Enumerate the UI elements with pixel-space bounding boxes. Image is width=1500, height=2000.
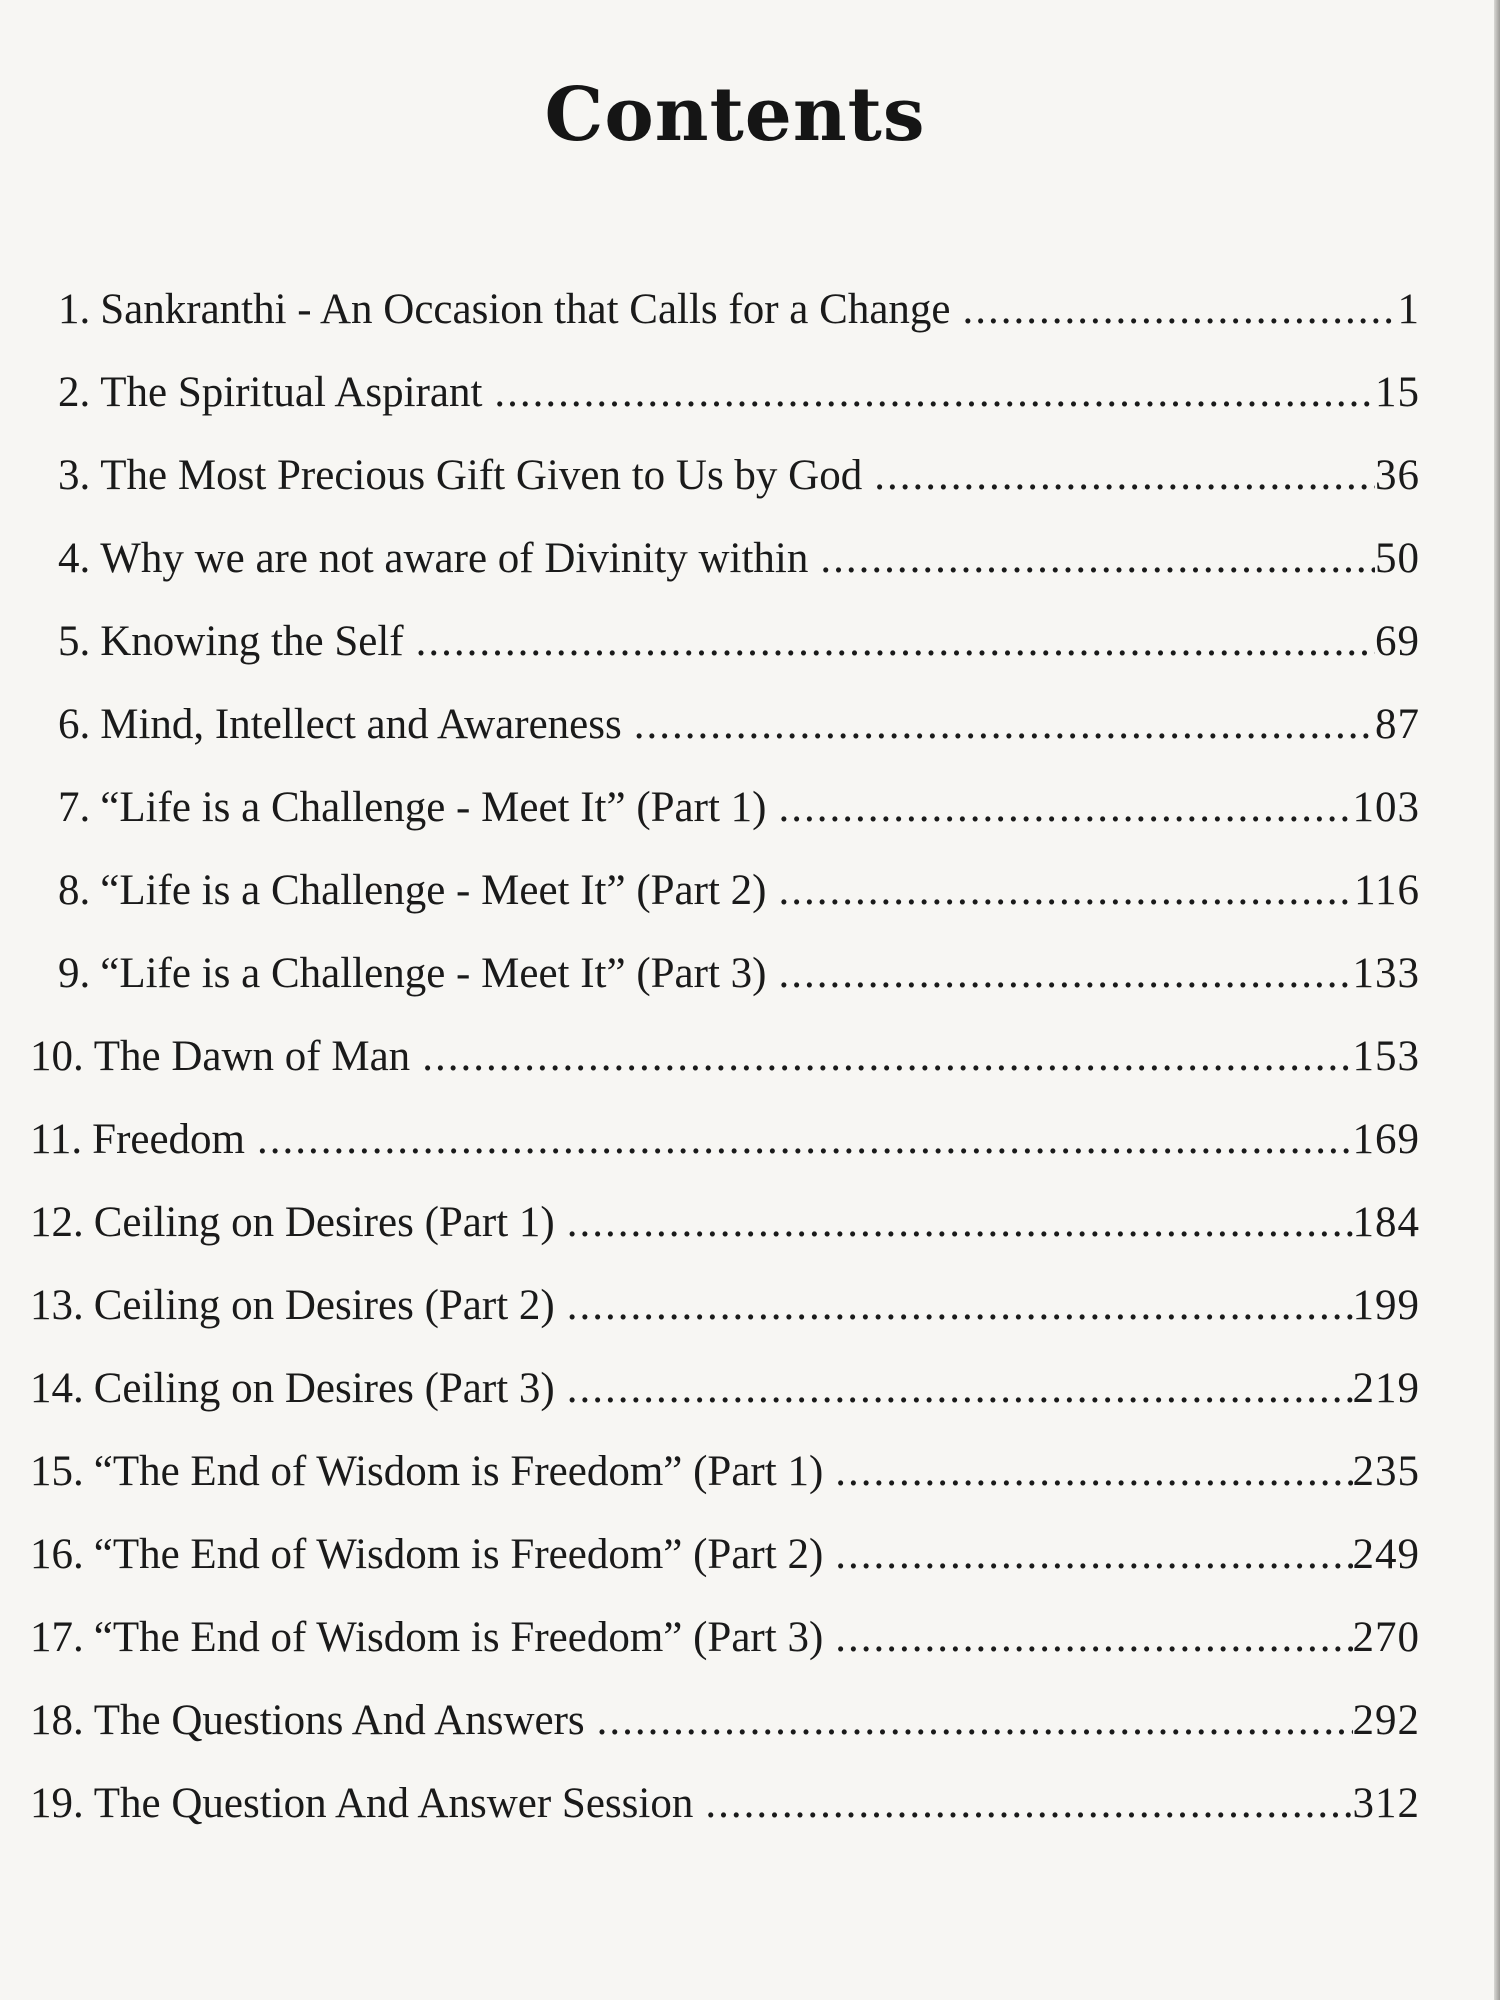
toc-entry-page-number: 103 <box>1352 784 1420 831</box>
toc-entry-title: Sankranthi - An Occasion that Calls for a Change <box>100 286 951 333</box>
toc-dot-leader <box>555 1193 1353 1253</box>
toc-dot-leader <box>823 1442 1352 1502</box>
toc-entry-title: The Spiritual Aspirant <box>100 369 483 416</box>
toc-entry <box>58 446 1420 506</box>
toc-entry-title: Ceiling on Desires (Part 3) <box>93 1365 555 1412</box>
toc-entry <box>30 1359 1420 1419</box>
toc-entry-number: 5. <box>58 618 91 665</box>
toc-entry <box>58 280 1420 340</box>
toc-entry-title: Ceiling on Desires (Part 2) <box>93 1282 555 1329</box>
toc-entry-page-number: 69 <box>1375 618 1420 665</box>
toc-entry-page-number: 87 <box>1375 701 1420 748</box>
toc-dot-leader <box>482 363 1375 423</box>
toc-entry <box>58 612 1420 672</box>
toc-dot-leader <box>245 1110 1352 1170</box>
toc-entry-title: “Life is a Challenge - Meet It” (Part 3) <box>100 950 767 997</box>
toc-dot-leader <box>951 280 1398 340</box>
toc-entry <box>30 1774 1420 1834</box>
toc-dot-leader <box>622 695 1375 755</box>
toc-entry <box>30 1110 1420 1170</box>
toc-entry-title: Mind, Intellect and Awareness <box>100 701 622 748</box>
toc-entry-number: 8. <box>58 867 91 914</box>
toc-dot-leader <box>410 1027 1352 1087</box>
toc-entry-page-number: 219 <box>1352 1365 1420 1412</box>
toc-entry-title: “The End of Wisdom is Freedom” (Part 2) <box>93 1531 824 1578</box>
toc-entry-page-number: 1 <box>1397 286 1420 333</box>
toc-entry-number: 7. <box>58 784 91 831</box>
toc-dot-leader <box>766 944 1352 1004</box>
toc-entry <box>58 695 1420 755</box>
toc-entry-number: 9. <box>58 950 91 997</box>
toc-entry <box>30 1442 1420 1502</box>
toc-dot-leader <box>766 861 1354 921</box>
toc-dot-leader <box>808 529 1375 589</box>
toc-entry-page-number: 133 <box>1352 950 1420 997</box>
toc-entry <box>58 861 1420 921</box>
toc-entry-title: “The End of Wisdom is Freedom” (Part 1) <box>93 1448 824 1495</box>
toc-entry-title: The Most Precious Gift Given to Us by God <box>100 452 863 499</box>
toc-entry-number: 18. <box>30 1697 84 1744</box>
toc-entry-title: The Questions And Answers <box>93 1697 585 1744</box>
toc-dot-leader <box>555 1276 1353 1336</box>
toc-entry-title: Freedom <box>92 1116 246 1163</box>
toc-entry-title: “Life is a Challenge - Meet It” (Part 1) <box>100 784 767 831</box>
toc-entry <box>30 1193 1420 1253</box>
toc-dot-leader <box>862 446 1375 506</box>
toc-entry-page-number: 169 <box>1352 1116 1420 1163</box>
toc-dot-leader <box>766 778 1352 838</box>
toc-entry-page-number: 36 <box>1375 452 1420 499</box>
toc-entry-number: 3. <box>58 452 91 499</box>
toc-entry-number: 12. <box>30 1199 84 1246</box>
toc-entry-number: 19. <box>30 1780 84 1827</box>
toc-entry <box>58 529 1420 589</box>
toc-entry-number: 2. <box>58 369 91 416</box>
toc-entry-number: 4. <box>58 535 91 582</box>
toc-entry <box>30 1027 1420 1087</box>
toc-dot-leader <box>823 1525 1352 1585</box>
toc-entry <box>30 1608 1420 1668</box>
toc-dot-leader <box>693 1774 1352 1834</box>
toc-dot-leader <box>555 1359 1353 1419</box>
toc-dot-leader <box>823 1608 1352 1668</box>
toc-entry-title: The Dawn of Man <box>93 1033 411 1080</box>
toc-entry <box>30 1276 1420 1336</box>
toc-entry-number: 10. <box>30 1033 84 1080</box>
toc-entry-number: 6. <box>58 701 91 748</box>
toc-entry-page-number: 235 <box>1352 1448 1420 1495</box>
toc-entry <box>30 1691 1420 1751</box>
toc-entry-title: The Question And Answer Session <box>93 1780 694 1827</box>
toc-entry-number: 14. <box>30 1365 84 1412</box>
toc-dot-leader <box>585 1691 1353 1751</box>
toc-entry-number: 15. <box>30 1448 84 1495</box>
toc-entry-page-number: 15 <box>1375 369 1420 416</box>
toc-entry-page-number: 50 <box>1375 535 1420 582</box>
toc-entry-title: “Life is a Challenge - Meet It” (Part 2) <box>100 867 767 914</box>
toc-dot-leader <box>404 612 1375 672</box>
toc-entry-number: 11. <box>30 1116 83 1163</box>
toc-entry <box>58 944 1420 1004</box>
toc-entry-number: 16. <box>30 1531 84 1578</box>
contents-heading: Contents <box>544 72 926 158</box>
toc-entry-number: 17. <box>30 1614 84 1661</box>
toc-entry <box>58 778 1420 838</box>
toc-entry-number: 13. <box>30 1282 84 1329</box>
toc-entry <box>30 1525 1420 1585</box>
toc-entry-title: “The End of Wisdom is Freedom” (Part 3) <box>93 1614 824 1661</box>
toc-entry-page-number: 312 <box>1352 1780 1420 1827</box>
toc-entry-page-number: 249 <box>1352 1531 1420 1578</box>
toc-entry-title: Ceiling on Desires (Part 1) <box>93 1199 555 1246</box>
toc-entry-number: 1. <box>58 286 91 333</box>
toc-entry-title: Knowing the Self <box>100 618 404 665</box>
toc-entry-page-number: 270 <box>1352 1614 1420 1661</box>
toc-entry-page-number: 153 <box>1352 1033 1420 1080</box>
toc-entry-page-number: 292 <box>1352 1697 1420 1744</box>
toc-entry-page-number: 199 <box>1352 1282 1420 1329</box>
toc-entry-page-number: 116 <box>1354 867 1420 914</box>
toc-entry-title: Why we are not aware of Divinity within <box>100 535 809 582</box>
toc-entry <box>58 363 1420 423</box>
toc-entry-page-number: 184 <box>1352 1199 1420 1246</box>
